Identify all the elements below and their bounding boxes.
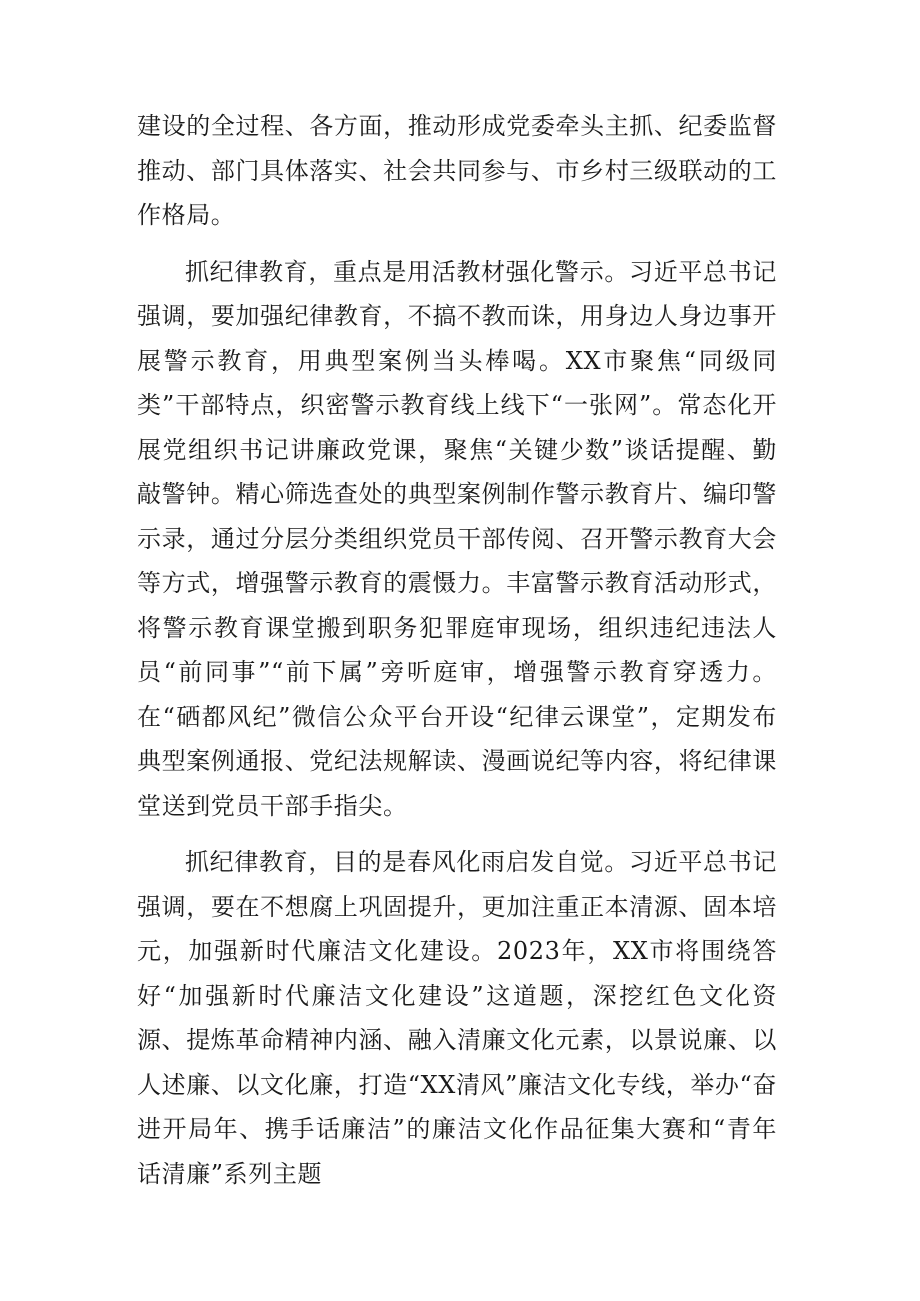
paragraph-1: 建设的全过程、各方面，推动形成党委牵头主抓、纪委监督推动、部门具体落实、社会共同参与、市乡村三级联动的工作格局。 [137,112,777,229]
paragraph-2: 抓纪律教育，重点是用活教材强化警示。习近平总书记强调，要加强纪律教育，不搞不教而诛，用身边人身边事开展警示教育，用典型案例当头棒喝。XX市聚焦“同级同类”干部特点，织密警示教育线上线下“一张网”。常态化开展党组织书记讲廉政党课，聚焦“关键少数”谈话提醒、勤敲警钟。精心筛选查处的典型案例制作警示教育片、编印警示录，通过分层分类组织党员干部传阅、召开警示教育大会等方式，增强警示教育的震慑力。丰富警示教育活动形式，将警示教育课堂搬到职务犯罪庭审现场，组织违纪违法人员“前同事”“前下属”旁听庭审，增强警示教育穿透力。在“硒都风纪”微信公众平台开设“纪律云课堂”，定期发布典型案例通报、党纪法规解读、漫画说纪等内容，将纪律课堂送到党员干部手指尖。 [137,257,777,820]
paragraph-3: 抓纪律教育，目的是春风化雨启发自觉。习近平总书记强调，要在不想腐上巩固提升，更加注重正本清源、固本培元，加强新时代廉洁文化建设。2023年，XX市将围绕答好“加强新时代廉洁文化建设”这道题，深挖红色文化资源、提炼革命精神内涵、融入清廉文化元素，以景说廉、以人述廉、以文化廉，打造“XX清风”廉洁文化专线，举办“奋进开局年、携手话廉洁”的廉洁文化作品征集大赛和“青年话清廉”系列主题 [137,848,777,1188]
document-page [137,104,777,1208]
